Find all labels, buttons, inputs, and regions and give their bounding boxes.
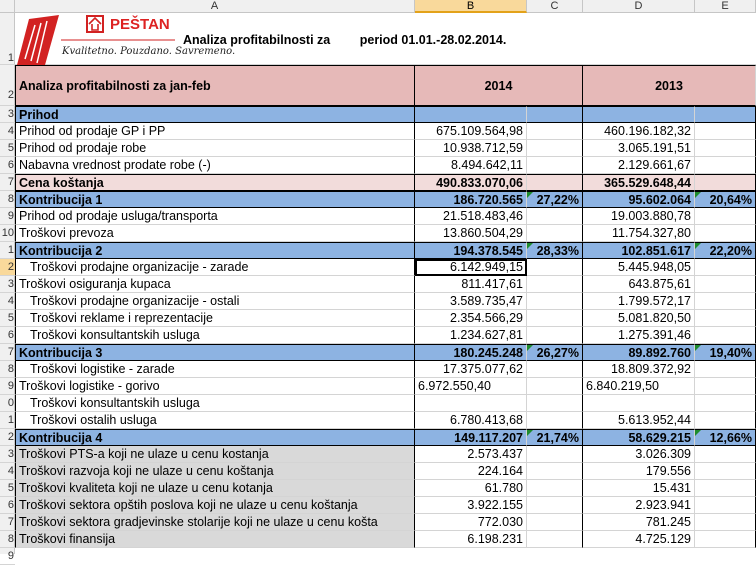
column-header-b[interactable]: B xyxy=(415,0,527,13)
percent-cell[interactable] xyxy=(527,106,583,123)
table-row xyxy=(15,259,756,276)
percent-cell[interactable] xyxy=(527,480,583,497)
value-2014-cell[interactable]: 194.378.545 xyxy=(415,242,527,259)
row-number[interactable]: 3 xyxy=(0,276,15,293)
percent-cell[interactable] xyxy=(695,293,756,310)
percent-cell[interactable] xyxy=(527,395,583,412)
percent-cell[interactable]: 22,20% xyxy=(695,242,756,259)
row-label-cell[interactable]: Troškovi sektora opštih poslova koji ne ulaze u cenu koštanja xyxy=(15,497,415,514)
column-header-a[interactable]: A xyxy=(15,0,415,13)
row-label-cell[interactable]: Troškovi reklame i reprezentacije xyxy=(15,310,415,327)
column-header-e[interactable]: E xyxy=(695,0,756,13)
column-header-c[interactable]: C xyxy=(527,0,583,13)
percent-cell[interactable]: 20,64% xyxy=(695,191,756,208)
value-2014-cell[interactable]: 490.833.070,06 xyxy=(415,174,527,191)
percent-cell[interactable] xyxy=(695,225,756,242)
table-row xyxy=(15,395,756,412)
value-2013-cell[interactable]: 2.923.941 xyxy=(583,497,695,514)
percent-cell[interactable] xyxy=(695,259,756,276)
table-row xyxy=(15,446,756,463)
percent-cell[interactable] xyxy=(527,259,583,276)
row-number[interactable]: 4 xyxy=(0,123,15,140)
percent-cell[interactable] xyxy=(527,310,583,327)
percent-cell[interactable] xyxy=(695,106,756,123)
value-2013-cell[interactable] xyxy=(583,395,695,412)
table-row xyxy=(15,140,756,157)
row-number[interactable]: 5 xyxy=(0,310,15,327)
value-2013-cell[interactable]: 5.445.948,05 xyxy=(583,259,695,276)
percent-cell[interactable]: 12,66% xyxy=(695,429,756,446)
percent-cell[interactable] xyxy=(695,140,756,157)
title-cell[interactable] xyxy=(15,13,756,65)
table-row xyxy=(15,344,756,361)
percent-cell[interactable] xyxy=(695,157,756,174)
row-number[interactable]: 3 xyxy=(0,446,15,463)
table-row xyxy=(15,123,756,140)
value-2013-cell[interactable]: 15.431 xyxy=(583,480,695,497)
percent-cell[interactable] xyxy=(695,480,756,497)
percent-cell[interactable]: 19,40% xyxy=(695,344,756,361)
table-row xyxy=(15,208,756,225)
row-label-cell[interactable]: Troškovi konsultantskih usluga xyxy=(15,395,415,412)
row-label-cell[interactable]: Kontribucija 1 xyxy=(15,191,415,208)
logo-text: PEŠTAN xyxy=(110,16,170,33)
subtitle-cell[interactable]: Analiza profitabilnosti za jan-feb xyxy=(15,65,415,106)
row-number[interactable]: 9 xyxy=(0,548,15,565)
value-2014-cell[interactable]: 17.375.077,62 xyxy=(415,361,527,378)
value-2013-cell[interactable]: 11.754.327,80 xyxy=(583,225,695,242)
value-2014-cell[interactable]: 149.117.207 xyxy=(415,429,527,446)
table-row xyxy=(15,191,756,208)
percent-cell[interactable]: 27,22% xyxy=(527,191,583,208)
percent-cell[interactable] xyxy=(695,412,756,429)
percent-cell[interactable] xyxy=(695,174,756,191)
row-label-cell[interactable]: Troškovi sektora gradjevinske stolarije koji ne ulaze u cenu košta xyxy=(15,514,415,531)
value-2014-cell[interactable]: 1.234.627,81 xyxy=(415,327,527,344)
row-number[interactable]: 9 xyxy=(0,208,15,225)
row-number[interactable]: 3 xyxy=(0,106,15,123)
percent-cell[interactable] xyxy=(527,140,583,157)
value-2013-cell[interactable]: 643.875,61 xyxy=(583,276,695,293)
row-label-cell[interactable]: Troškovi osiguranja kupaca xyxy=(15,276,415,293)
percent-cell[interactable] xyxy=(527,327,583,344)
row-label-cell[interactable]: Kontribucija 2 xyxy=(15,242,415,259)
value-2013-cell[interactable]: 102.851.617 xyxy=(583,242,695,259)
percent-cell[interactable]: 21,74% xyxy=(527,429,583,446)
percent-cell[interactable] xyxy=(695,463,756,480)
logo-tagline: Kvalitetno. Pouzdano. Savremeno. xyxy=(62,46,236,57)
percent-cell[interactable] xyxy=(695,446,756,463)
row-label-cell[interactable]: Prihod xyxy=(15,106,415,123)
value-2013-cell[interactable]: 1.275.391,46 xyxy=(583,327,695,344)
table-row xyxy=(15,463,756,480)
row-number[interactable]: 2 xyxy=(0,259,15,276)
value-2014-cell[interactable]: 675.109.564,98 xyxy=(415,123,527,140)
value-2013-cell[interactable]: 6.840.219,50 xyxy=(583,378,695,395)
row-label-cell[interactable]: Troškovi prevoza xyxy=(15,225,415,242)
value-2014-cell[interactable]: 21.518.483,46 xyxy=(415,208,527,225)
value-2014-cell[interactable] xyxy=(415,395,527,412)
percent-cell[interactable] xyxy=(527,497,583,514)
table-row xyxy=(15,531,756,548)
value-2014-cell[interactable]: 6.142.949,15 xyxy=(415,259,527,276)
percent-cell[interactable] xyxy=(527,225,583,242)
table-row xyxy=(15,361,756,378)
value-2014-cell[interactable]: 61.780 xyxy=(415,480,527,497)
percent-cell[interactable] xyxy=(695,208,756,225)
year-previous-cell[interactable]: 2013 xyxy=(583,65,756,106)
percent-cell[interactable] xyxy=(527,174,583,191)
percent-cell[interactable] xyxy=(695,395,756,412)
select-all-corner[interactable] xyxy=(0,0,15,13)
percent-cell[interactable] xyxy=(695,123,756,140)
row-number[interactable]: 8 xyxy=(0,531,15,548)
row-number[interactable]: 7 xyxy=(0,514,15,531)
value-2013-cell[interactable]: 5.613.952,44 xyxy=(583,412,695,429)
percent-cell[interactable] xyxy=(695,310,756,327)
table-row xyxy=(15,412,756,429)
row-label-cell[interactable]: Kontribucija 3 xyxy=(15,344,415,361)
row-label-cell[interactable]: Nabavna vrednost prodate robe (-) xyxy=(15,157,415,174)
value-2013-cell[interactable]: 58.629.215 xyxy=(583,429,695,446)
table-row xyxy=(15,242,756,259)
percent-cell[interactable]: 28,33% xyxy=(527,242,583,259)
value-2013-cell[interactable]: 89.892.760 xyxy=(583,344,695,361)
percent-cell[interactable] xyxy=(695,361,756,378)
row-label-cell[interactable]: Troškovi ostalih usluga xyxy=(15,412,415,429)
value-2014-cell[interactable]: 6.780.413,68 xyxy=(415,412,527,429)
year-header-row xyxy=(15,65,756,106)
value-2014-cell[interactable]: 3.589.735,47 xyxy=(415,293,527,310)
company-logo xyxy=(15,13,236,65)
table-row xyxy=(15,225,756,242)
value-2013-cell[interactable]: 95.602.064 xyxy=(583,191,695,208)
row-label-cell[interactable]: Cena koštanja xyxy=(15,174,415,191)
percent-cell[interactable] xyxy=(527,208,583,225)
percent-cell[interactable] xyxy=(527,514,583,531)
value-2014-cell[interactable]: 2.354.566,29 xyxy=(415,310,527,327)
value-2014-cell[interactable]: 13.860.504,29 xyxy=(415,225,527,242)
percent-cell[interactable] xyxy=(527,293,583,310)
row-number[interactable]: 8 xyxy=(0,191,15,208)
value-2013-cell[interactable]: 19.003.880,78 xyxy=(583,208,695,225)
row-label-cell[interactable]: Troškovi prodajne organizacije - ostali xyxy=(15,293,415,310)
row-number[interactable]: 1 xyxy=(0,412,15,429)
value-2013-cell[interactable]: 1.799.572,17 xyxy=(583,293,695,310)
table-row xyxy=(15,310,756,327)
row-number[interactable]: 4 xyxy=(0,463,15,480)
value-2013-cell[interactable]: 179.556 xyxy=(583,463,695,480)
row-number[interactable]: 6 xyxy=(0,327,15,344)
percent-cell[interactable] xyxy=(527,446,583,463)
row-number[interactable]: 9 xyxy=(0,378,15,395)
row-number[interactable]: 2 xyxy=(0,429,15,446)
value-2014-cell[interactable]: 186.720.565 xyxy=(415,191,527,208)
value-2013-cell[interactable] xyxy=(583,106,695,123)
value-2014-cell[interactable]: 8.494.642,11 xyxy=(415,157,527,174)
percent-cell[interactable] xyxy=(527,123,583,140)
percent-cell[interactable] xyxy=(527,412,583,429)
value-2014-cell[interactable]: 811.417,61 xyxy=(415,276,527,293)
value-2013-cell[interactable]: 5.081.820,50 xyxy=(583,310,695,327)
row-label-cell[interactable]: Troškovi logistike - zarade xyxy=(15,361,415,378)
row-label-cell[interactable]: Troškovi kvaliteta koji ne ulaze u cenu kotanja xyxy=(15,480,415,497)
table-row xyxy=(15,174,756,191)
table-row xyxy=(15,497,756,514)
row-label-cell[interactable]: Troškovi logistike - gorivo xyxy=(15,378,415,395)
header-row xyxy=(15,13,756,65)
row-label-cell[interactable]: Troškovi finansija xyxy=(15,531,415,548)
row-number[interactable]: 5 xyxy=(0,140,15,157)
value-2013-cell[interactable]: 3.065.191,51 xyxy=(583,140,695,157)
spreadsheet-grid[interactable] xyxy=(15,13,756,554)
percent-cell[interactable]: 26,27% xyxy=(527,344,583,361)
row-label-cell[interactable]: Troškovi konsultantskih usluga xyxy=(15,327,415,344)
percent-cell[interactable] xyxy=(527,361,583,378)
percent-cell[interactable] xyxy=(527,531,583,548)
table-row xyxy=(15,378,756,395)
table-row xyxy=(15,429,756,446)
percent-cell[interactable] xyxy=(695,514,756,531)
table-row xyxy=(15,106,756,123)
table-row xyxy=(15,293,756,310)
value-2013-cell[interactable]: 460.196.182,32 xyxy=(583,123,695,140)
row-label-cell[interactable]: Kontribucija 4 xyxy=(15,429,415,446)
row-number[interactable]: 0 xyxy=(0,395,15,412)
row-number-bar xyxy=(0,13,15,562)
percent-cell[interactable] xyxy=(695,276,756,293)
column-header-bar xyxy=(0,0,756,13)
value-2013-cell[interactable]: 781.245 xyxy=(583,514,695,531)
value-2014-cell[interactable]: 224.164 xyxy=(415,463,527,480)
row-label-cell[interactable]: Prihod od prodaje usluga/transporta xyxy=(15,208,415,225)
row-number[interactable]: 10 xyxy=(0,225,15,242)
row-label-cell[interactable]: Troškovi razvoja koji ne ulaze u cenu koštanja xyxy=(15,463,415,480)
percent-cell[interactable] xyxy=(527,378,583,395)
value-2013-cell[interactable]: 2.129.661,67 xyxy=(583,157,695,174)
table-row xyxy=(15,514,756,531)
report-period: period 01.01.-28.02.2014. xyxy=(359,33,507,47)
percent-cell[interactable] xyxy=(695,327,756,344)
report-title xyxy=(183,32,506,48)
value-2013-cell[interactable]: 365.529.648,44 xyxy=(583,174,695,191)
report-title-text: Analiza profitabilnosti za xyxy=(183,33,331,47)
table-row xyxy=(15,327,756,344)
value-2014-cell[interactable]: 772.030 xyxy=(415,514,527,531)
table-row xyxy=(15,480,756,497)
row-number[interactable]: 1 xyxy=(0,13,15,65)
year-current-cell[interactable]: 2014 xyxy=(415,65,583,106)
row-label-cell[interactable]: Troškovi PTS-a koji ne ulaze u cenu kostanja xyxy=(15,446,415,463)
value-2014-cell[interactable]: 3.922.155 xyxy=(415,497,527,514)
percent-cell[interactable] xyxy=(527,463,583,480)
row-number[interactable]: 8 xyxy=(0,361,15,378)
row-number[interactable]: 6 xyxy=(0,497,15,514)
value-2014-cell[interactable]: 6.972.550,40 xyxy=(415,378,527,395)
value-2014-cell[interactable]: 10.938.712,59 xyxy=(415,140,527,157)
value-2014-cell[interactable]: 180.245.248 xyxy=(415,344,527,361)
row-number[interactable]: 4 xyxy=(0,293,15,310)
row-label-cell[interactable]: Prihod od prodaje GP i PP xyxy=(15,123,415,140)
row-number[interactable]: 6 xyxy=(0,157,15,174)
value-2013-cell[interactable]: 3.026.309 xyxy=(583,446,695,463)
row-number[interactable]: 5 xyxy=(0,480,15,497)
column-header-d[interactable]: D xyxy=(583,0,695,13)
row-label-cell[interactable]: Prihod od prodaje robe xyxy=(15,140,415,157)
value-2014-cell[interactable] xyxy=(415,106,527,123)
percent-cell[interactable] xyxy=(695,378,756,395)
row-number[interactable]: 1 xyxy=(0,242,15,259)
row-number[interactable]: 7 xyxy=(0,344,15,361)
percent-cell[interactable] xyxy=(527,276,583,293)
table-row xyxy=(15,157,756,174)
percent-cell[interactable] xyxy=(527,157,583,174)
value-2013-cell[interactable]: 4.725.129 xyxy=(583,531,695,548)
row-number[interactable]: 2 xyxy=(0,65,15,106)
percent-cell[interactable] xyxy=(695,497,756,514)
row-number[interactable]: 7 xyxy=(0,174,15,191)
value-2014-cell[interactable]: 2.573.437 xyxy=(415,446,527,463)
percent-cell[interactable] xyxy=(695,531,756,548)
row-label-cell[interactable]: Troškovi prodajne organizacije - zarade xyxy=(15,259,415,276)
table-row xyxy=(15,276,756,293)
value-2013-cell[interactable]: 18.809.372,92 xyxy=(583,361,695,378)
value-2014-cell[interactable]: 6.198.231 xyxy=(415,531,527,548)
